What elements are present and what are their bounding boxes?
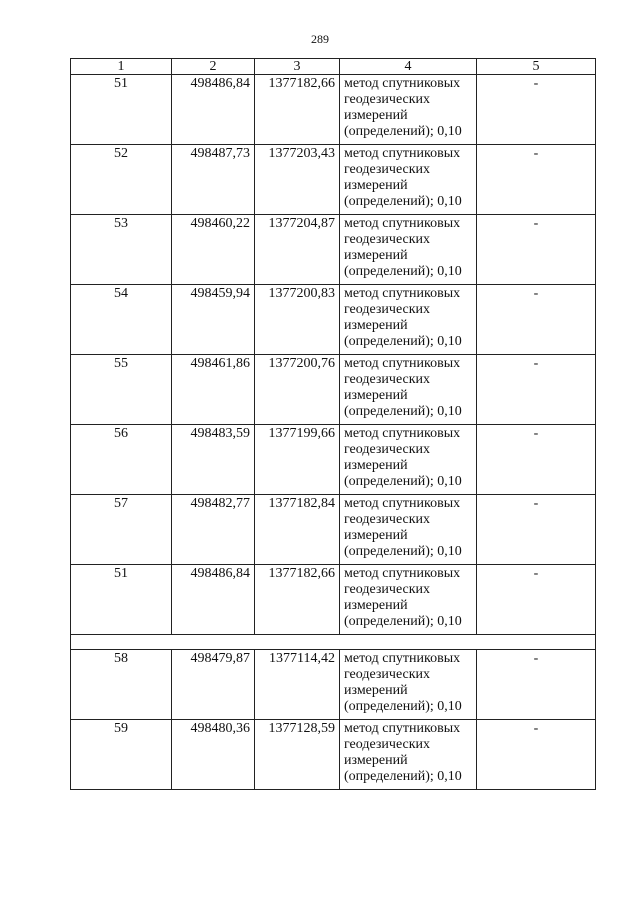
method-text-line: измерений <box>344 528 408 543</box>
dash-cell: - <box>477 495 596 565</box>
column-header: 5 <box>477 59 596 75</box>
x-coordinate-cell: 498486,84 <box>172 565 255 635</box>
method-text-line: (определений); 0,10 <box>344 614 462 629</box>
table-header-row <box>71 59 596 75</box>
dash-cell: - <box>477 285 596 355</box>
table-row <box>71 355 596 425</box>
y-coordinate-cell: 1377199,66 <box>255 425 340 495</box>
method-cell <box>340 145 477 215</box>
x-coordinate-cell: 498482,77 <box>172 495 255 565</box>
method-text-line: метод спутниковых <box>344 76 461 91</box>
method-text-line: геодезических <box>344 92 431 107</box>
method-text-line: измерений <box>344 683 408 698</box>
method-text-line: метод спутниковых <box>344 286 461 301</box>
method-text-line: геодезических <box>344 372 431 387</box>
method-cell <box>340 565 477 635</box>
method-text-line: (определений); 0,10 <box>344 334 462 349</box>
dash-cell: - <box>477 75 596 145</box>
y-coordinate-cell: 1377182,66 <box>255 565 340 635</box>
x-coordinate-cell: 498486,84 <box>172 75 255 145</box>
method-cell <box>340 75 477 145</box>
table-row <box>71 215 596 285</box>
y-coordinate-cell: 1377204,87 <box>255 215 340 285</box>
y-coordinate-cell: 1377200,83 <box>255 285 340 355</box>
method-text-line: (определений); 0,10 <box>344 264 462 279</box>
y-coordinate-cell: 1377182,84 <box>255 495 340 565</box>
method-cell <box>340 425 477 495</box>
x-coordinate-cell: 498460,22 <box>172 215 255 285</box>
table-row <box>71 75 596 145</box>
point-number-cell: 51 <box>71 565 172 635</box>
y-coordinate-cell: 1377128,59 <box>255 720 340 790</box>
method-text-line: метод спутниковых <box>344 496 461 511</box>
method-text-line: (определений); 0,10 <box>344 404 462 419</box>
table-row <box>71 495 596 565</box>
table-row <box>71 650 596 720</box>
method-text-line: геодезических <box>344 302 431 317</box>
column-header: 2 <box>172 59 255 75</box>
method-text-line: метод спутниковых <box>344 146 461 161</box>
table-row <box>71 565 596 635</box>
column-header: 4 <box>340 59 477 75</box>
method-cell <box>340 720 477 790</box>
point-number-cell: 52 <box>71 145 172 215</box>
method-cell <box>340 355 477 425</box>
table-row <box>71 285 596 355</box>
method-text-line: измерений <box>344 318 408 333</box>
dash-cell: - <box>477 145 596 215</box>
point-number-cell: 51 <box>71 75 172 145</box>
point-number-cell: 54 <box>71 285 172 355</box>
method-text-line: измерений <box>344 178 408 193</box>
dash-cell: - <box>477 720 596 790</box>
method-text-line: геодезических <box>344 512 431 527</box>
method-text-line: геодезических <box>344 667 431 682</box>
method-text-line: геодезических <box>344 232 431 247</box>
method-text-line: (определений); 0,10 <box>344 699 462 714</box>
method-text-line: (определений); 0,10 <box>344 194 462 209</box>
x-coordinate-cell: 498479,87 <box>172 650 255 720</box>
point-number-cell: 56 <box>71 425 172 495</box>
method-text-line: геодезических <box>344 162 431 177</box>
x-coordinate-cell: 498459,94 <box>172 285 255 355</box>
method-text-line: геодезических <box>344 442 431 457</box>
method-text-line: измерений <box>344 388 408 403</box>
method-text-line: измерений <box>344 458 408 473</box>
dash-cell: - <box>477 425 596 495</box>
method-cell <box>340 495 477 565</box>
x-coordinate-cell: 498480,36 <box>172 720 255 790</box>
column-header: 3 <box>255 59 340 75</box>
method-text-line: метод спутниковых <box>344 651 461 666</box>
method-cell <box>340 285 477 355</box>
dash-cell: - <box>477 565 596 635</box>
method-cell <box>340 215 477 285</box>
point-number-cell: 53 <box>71 215 172 285</box>
point-number-cell: 57 <box>71 495 172 565</box>
y-coordinate-cell: 1377200,76 <box>255 355 340 425</box>
method-text-line: измерений <box>344 753 408 768</box>
coordinates-table <box>70 58 596 790</box>
method-text-line: геодезических <box>344 737 431 752</box>
method-text-line: (определений); 0,10 <box>344 474 462 489</box>
method-text-line: геодезических <box>344 582 431 597</box>
method-text-line: (определений); 0,10 <box>344 544 462 559</box>
table-row <box>71 425 596 495</box>
method-text-line: метод спутниковых <box>344 566 461 581</box>
table-separator-row <box>71 635 596 650</box>
method-text-line: измерений <box>344 248 408 263</box>
method-text-line: (определений); 0,10 <box>344 769 462 784</box>
y-coordinate-cell: 1377203,43 <box>255 145 340 215</box>
table-row <box>71 145 596 215</box>
method-text-line: измерений <box>344 598 408 613</box>
dash-cell: - <box>477 355 596 425</box>
separator-cell <box>71 635 596 650</box>
point-number-cell: 58 <box>71 650 172 720</box>
method-text-line: измерений <box>344 108 408 123</box>
point-number-cell: 55 <box>71 355 172 425</box>
y-coordinate-cell: 1377182,66 <box>255 75 340 145</box>
method-cell <box>340 650 477 720</box>
x-coordinate-cell: 498461,86 <box>172 355 255 425</box>
x-coordinate-cell: 498483,59 <box>172 425 255 495</box>
method-text-line: (определений); 0,10 <box>344 124 462 139</box>
method-text-line: метод спутниковых <box>344 426 461 441</box>
method-text-line: метод спутниковых <box>344 721 461 736</box>
method-text-line: метод спутниковых <box>344 356 461 371</box>
dash-cell: - <box>477 215 596 285</box>
x-coordinate-cell: 498487,73 <box>172 145 255 215</box>
table-row <box>71 720 596 790</box>
page-number: 289 <box>311 32 329 46</box>
point-number-cell: 59 <box>71 720 172 790</box>
dash-cell: - <box>477 650 596 720</box>
y-coordinate-cell: 1377114,42 <box>255 650 340 720</box>
method-text-line: метод спутниковых <box>344 216 461 231</box>
table-body <box>71 75 596 790</box>
column-header: 1 <box>71 59 172 75</box>
